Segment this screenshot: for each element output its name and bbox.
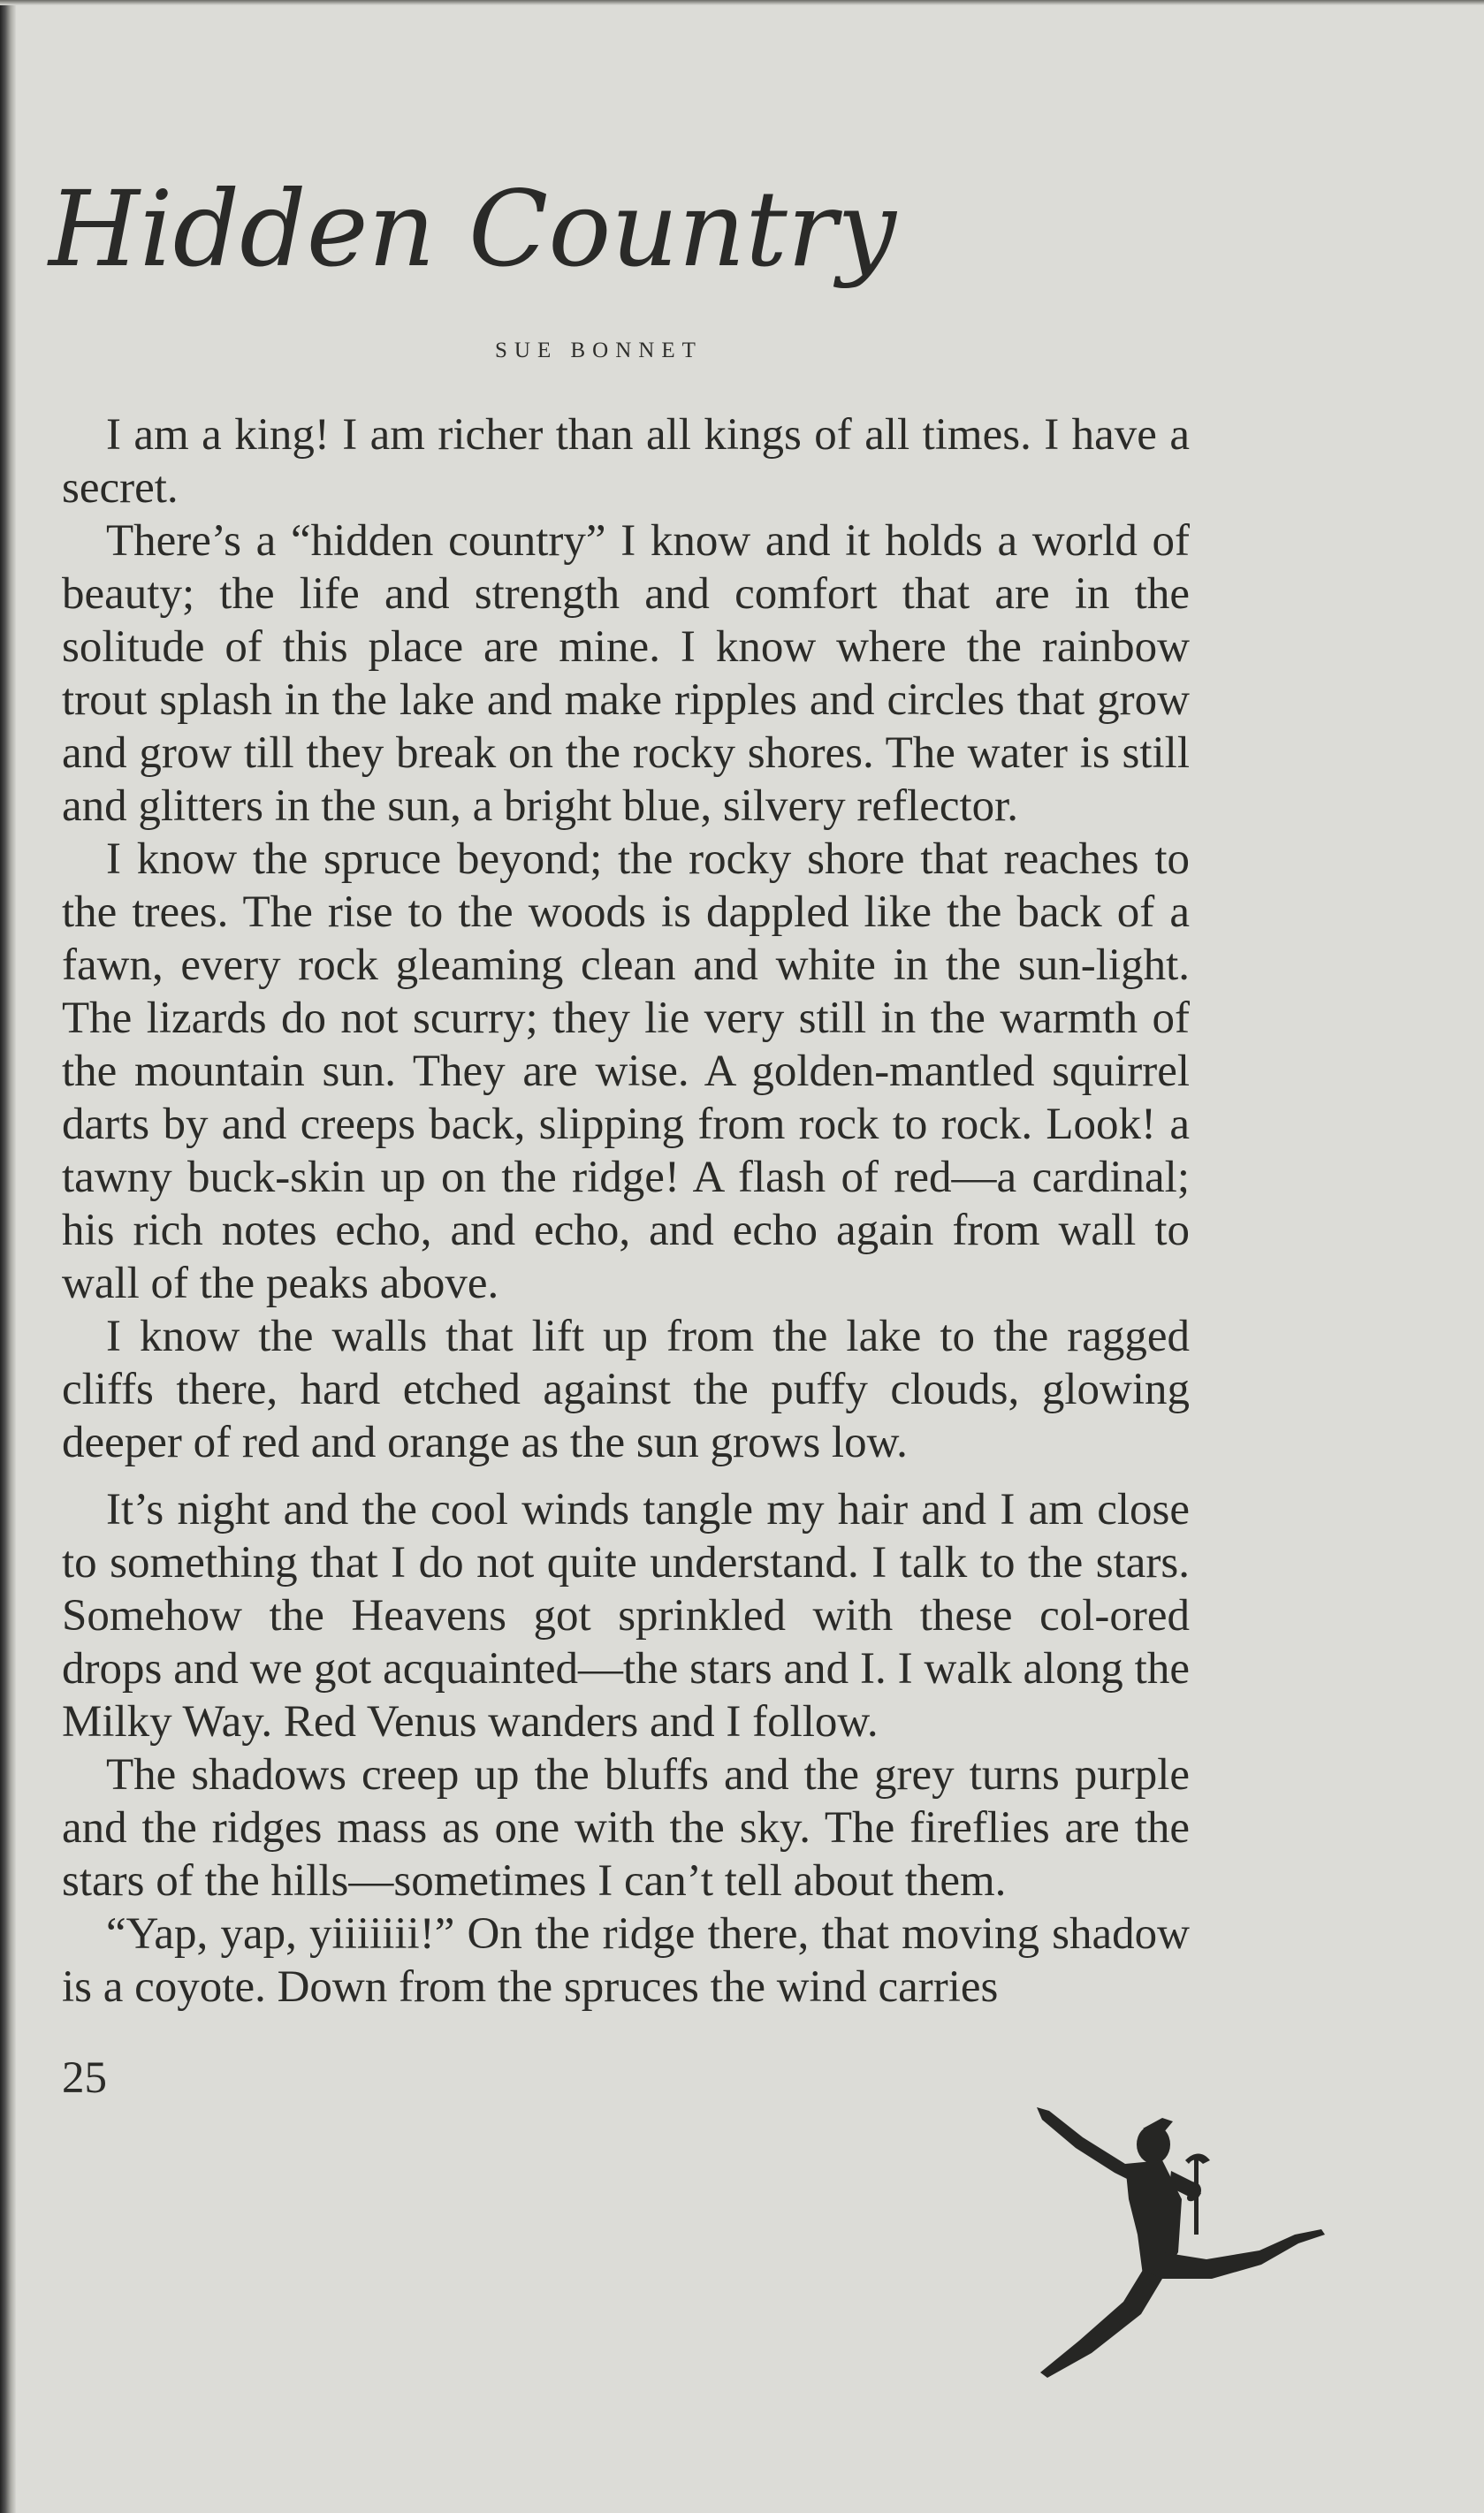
paragraph: “Yap, yap, yiiiiiii!” On the ridge there, that moving shadow is a coyote. Down from the spruces the wind carries — [62, 1909, 1190, 2012]
page-spine-edge — [0, 0, 16, 2513]
page-top-edge — [0, 0, 1484, 5]
paragraph: There’s a “hidden country” I know and it holds a world of beauty; the life and strength and comfort that are in the solitude of this place are mine. I know where the rainbow trout splash in the lake and make ripples and circles that grow and grow till they break on the rocky shores. The water is still and glitters in the sun, a bright blue, silvery reflector. — [62, 516, 1190, 831]
svg-text:Hidden Country: Hidden Country — [49, 168, 896, 290]
paragraph: I know the spruce beyond; the rocky shore that reaches to the trees. The rise to the woods is dappled like the back of a fawn, every rock gleaming clean and white in the sun-light. The lizards do not scurry; they lie very still in the warmth of the mountain sun. They are wise. A golden-mantled squirrel darts by and creeps back, slipping from rock to rock. Look! a tawny buck-skin up on the ridge! A flash of red—a cardinal; his rich notes echo, and echo, and echo again from wall to wall of the peaks above. — [62, 834, 1190, 1308]
article-body — [62, 408, 1190, 2014]
article-title — [49, 159, 896, 327]
paragraph: I know the walls that lift up from the lake to the ragged cliffs there, hard etched against the puffy clouds, glowing deeper of red and orange as the sun grows low. — [62, 1312, 1190, 1467]
paragraph: It’s night and the cool winds tangle my hair and I am close to something that I do not quite understand. I talk to the stars. Somehow the Heavens got sprinkled with these col-ored drops and we got acquainted—the stars and I. I walk along the Milky Way. Red Venus wanders and I follow. — [62, 1485, 1190, 1747]
page-number: 25 — [62, 2053, 107, 2103]
paragraph: The shadows creep up the bluffs and the grey turns purple and the ridges mass as one with the sky. The fireflies are the stars of the hills—sometimes I can’t tell about them. — [62, 1750, 1190, 1906]
mercury-figure-icon — [1030, 2102, 1330, 2385]
paragraph: I am a king! I am richer than all kings of all times. I have a secret. — [62, 410, 1190, 513]
author-byline: SUE BONNET — [495, 339, 703, 362]
